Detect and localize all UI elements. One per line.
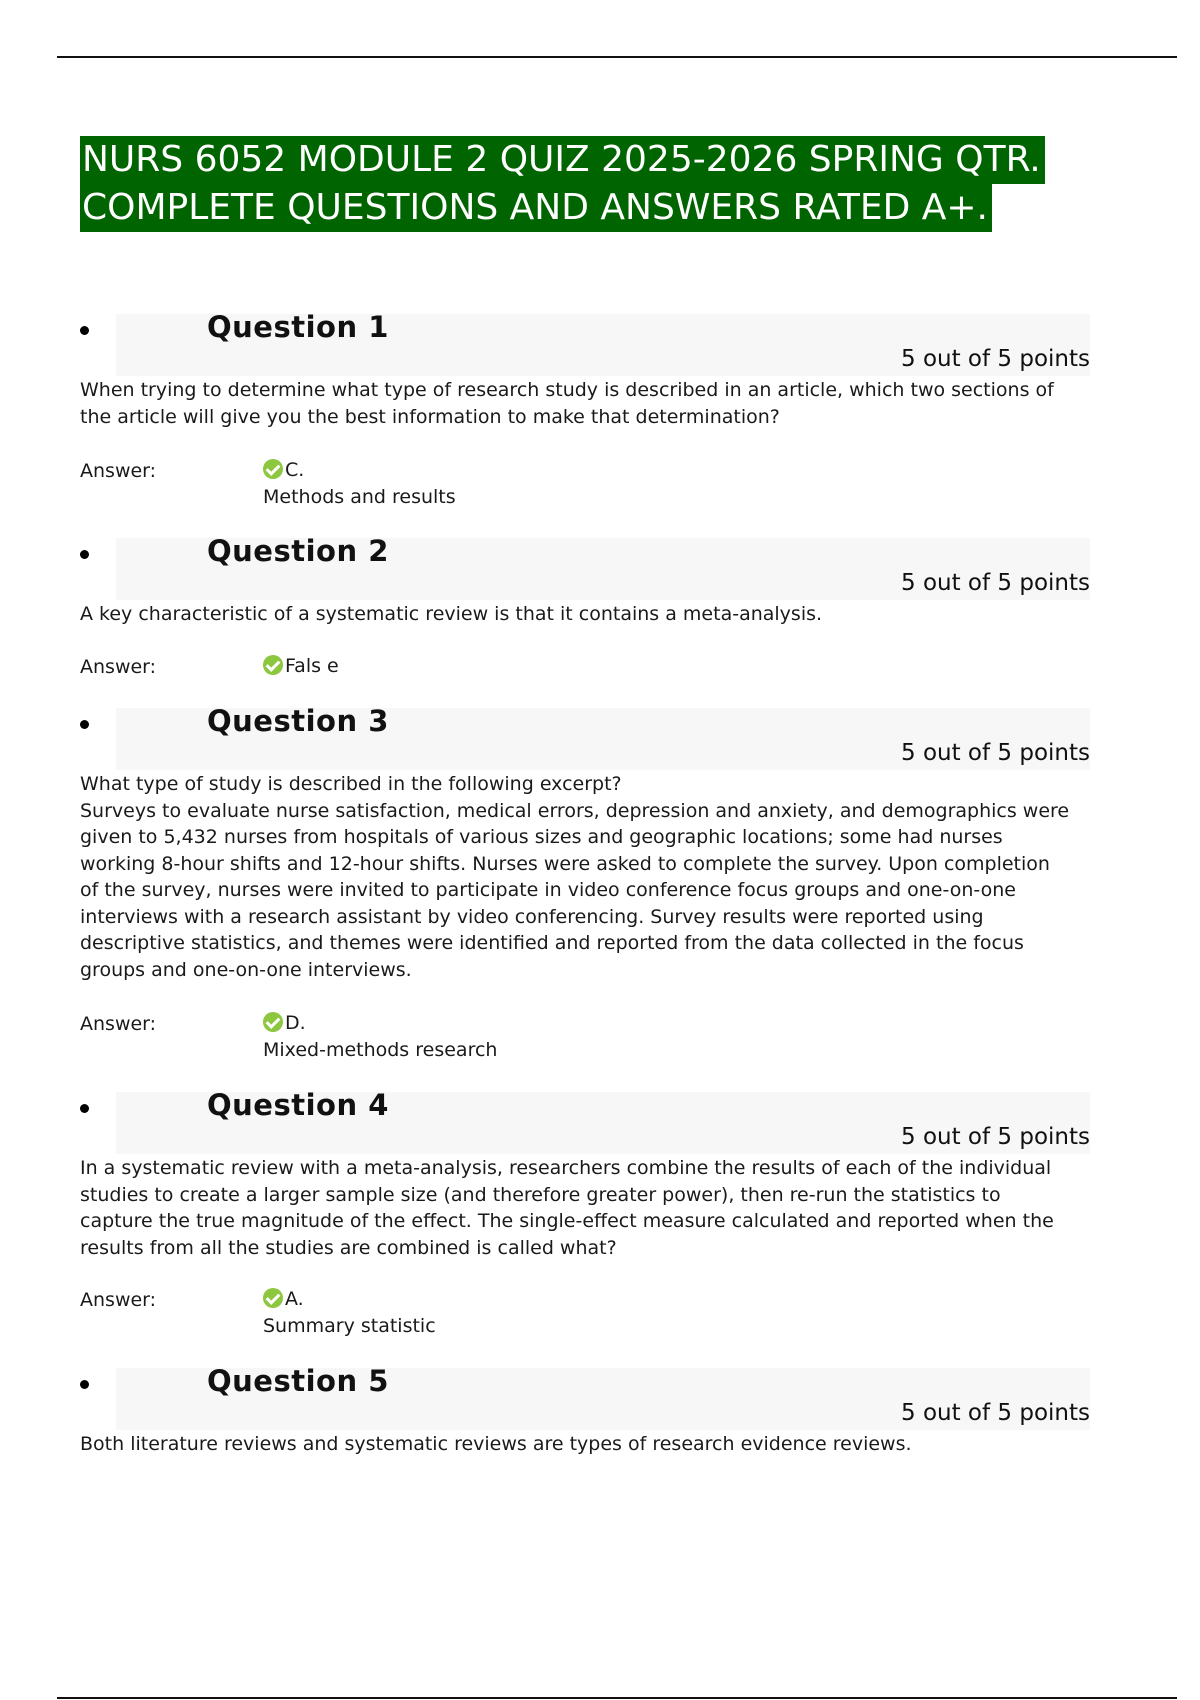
question-points: 5 out of 5 points (901, 740, 1090, 766)
question-text: When trying to determine what type of research study is described in an article, which two sections of the article will give you the best information to make that determination? (80, 379, 1054, 428)
question-header (80, 1364, 1090, 1430)
answer-letter: Fals e (285, 655, 339, 677)
correct-check-icon (263, 1288, 283, 1308)
document-title (80, 136, 1045, 232)
question-text: A key characteristic of a systematic review is that it contains a meta-analysis. (80, 603, 823, 625)
bottom-rule (57, 1697, 1177, 1699)
top-rule (57, 56, 1177, 58)
answer-label: Answer: (80, 656, 157, 678)
answer-letter: D. (285, 1012, 306, 1034)
question-header (80, 534, 1090, 600)
answer-letter: C. (285, 459, 305, 481)
question-title: Question 2 (207, 534, 389, 568)
question-title: Question 1 (207, 310, 389, 344)
question-points: 5 out of 5 points (901, 1124, 1090, 1150)
question-points: 5 out of 5 points (901, 1400, 1090, 1426)
bullet-icon (80, 1104, 89, 1113)
answer-text: Summary statistic (263, 1315, 436, 1337)
question-header (80, 310, 1090, 376)
question-text: What type of study is described in the following excerpt? Surveys to evaluate nurse satisfaction, medical errors, depression and anxiety, and demographics were given to 5,432 nurses from hospitals of various sizes and geographic locations; some had nurses working 8-hour shifts and 12-hour shifts. Nurses were asked to complete the survey. Upon completion of the survey, nurses were invited to participate in video conference focus groups and one-on-one interviews with a research assistant by video conferencing. Survey results were reported using descriptive statistics, and themes were identified and reported from the data collected in the focus groups and one-on-one interviews. (80, 773, 1070, 981)
bullet-icon (80, 326, 89, 335)
question-header (80, 1088, 1090, 1154)
question-title: Question 4 (207, 1088, 389, 1122)
answer-text: Mixed-methods research (263, 1039, 498, 1061)
bullet-icon (80, 720, 89, 729)
title-line-2: COMPLETE QUESTIONS AND ANSWERS RATED A+. (80, 184, 992, 232)
answer (263, 457, 456, 511)
question-points: 5 out of 5 points (901, 346, 1090, 372)
question-text: In a systematic review with a meta-analysis, researchers combine the results of each of the individual studies to create a larger sample size (and therefore greater power), then re-run the statistics to capture the true magnitude of the effect. The single-effect measure calculated and reported when the results from all the studies are combined is called what? (80, 1157, 1054, 1259)
bullet-icon (80, 550, 89, 559)
question-header (80, 704, 1090, 770)
answer (263, 653, 339, 680)
title-line-1: NURS 6052 MODULE 2 QUIZ 2025-2026 SPRING QTR. (80, 136, 1045, 184)
answer-label: Answer: (80, 1289, 157, 1311)
question-title: Question 5 (207, 1364, 389, 1398)
answer (263, 1286, 436, 1340)
bullet-icon (80, 1380, 89, 1389)
correct-check-icon (263, 655, 283, 675)
question-points: 5 out of 5 points (901, 570, 1090, 596)
answer-text: Methods and results (263, 486, 456, 508)
answer-letter: A. (285, 1288, 304, 1310)
answer (263, 1010, 497, 1064)
question-title: Question 3 (207, 704, 389, 738)
answer-label: Answer: (80, 460, 157, 482)
correct-check-icon (263, 459, 283, 479)
question-text: Both literature reviews and systematic reviews are types of research evidence reviews. (80, 1433, 912, 1455)
correct-check-icon (263, 1012, 283, 1032)
answer-label: Answer: (80, 1013, 157, 1035)
